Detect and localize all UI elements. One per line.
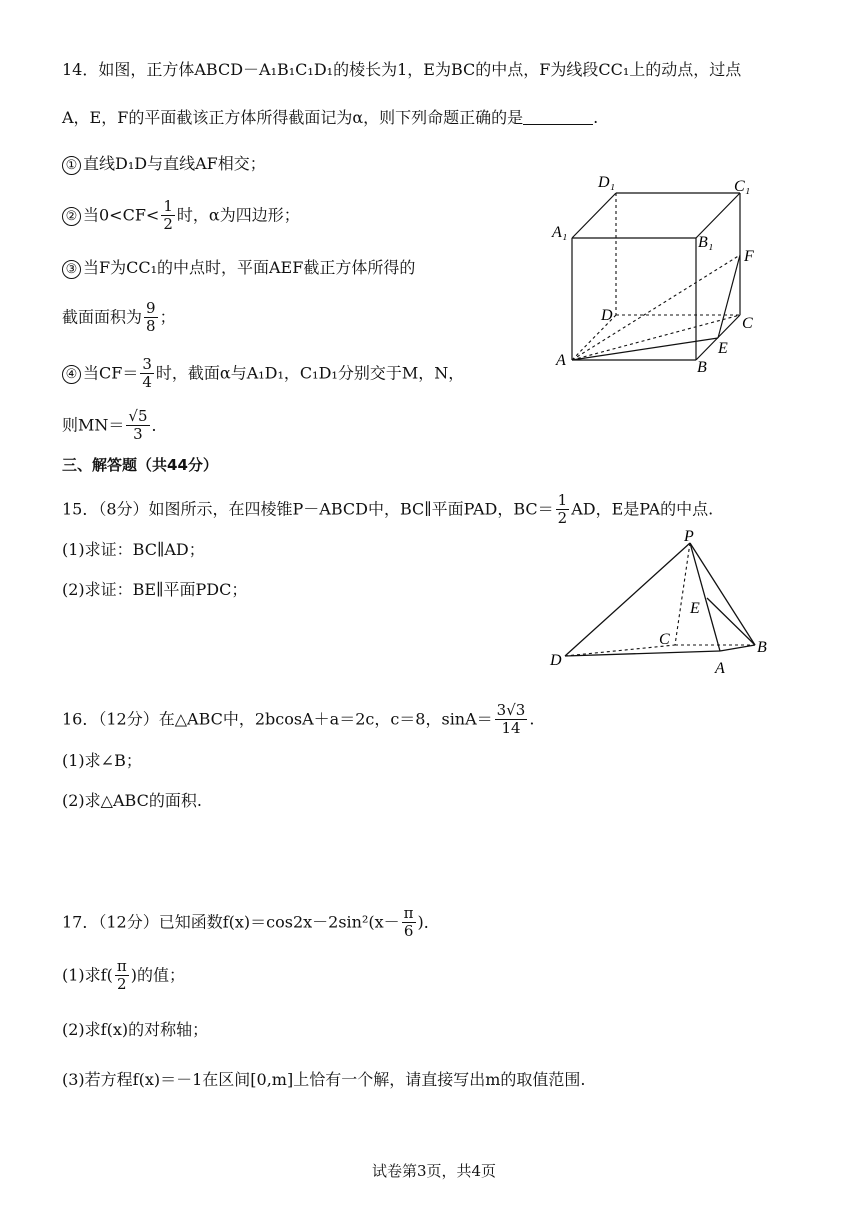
statement-3b-post: ； xyxy=(159,307,176,327)
label-D1: D₁ xyxy=(598,174,616,191)
q14-statement-3 xyxy=(62,260,415,279)
q17-part-1 xyxy=(62,958,185,994)
fraction-den: 3 xyxy=(133,425,143,444)
label-C: C xyxy=(659,631,670,648)
q16-heading xyxy=(62,702,534,738)
label-D: D xyxy=(601,307,613,324)
circled-number-3: ③ xyxy=(62,260,81,279)
q15-head-post: AD，E是PA的中点. xyxy=(571,499,714,519)
fraction xyxy=(402,905,416,941)
cube-figure xyxy=(548,165,778,380)
label-P: P xyxy=(684,528,694,545)
fraction-num: 1 xyxy=(557,491,568,509)
section-heading: 三、解答题（共44分） xyxy=(62,456,218,474)
q15-head-pre: 15．（8分）如图所示，在四棱锥P－ABCD中，BC∥平面PAD，BC＝ xyxy=(62,499,554,519)
label-B1: B₁ xyxy=(698,234,714,251)
fraction xyxy=(144,300,158,336)
circled-number-1: ① xyxy=(62,156,81,175)
fraction-num: 3 xyxy=(142,355,152,373)
label-A: A xyxy=(556,352,566,369)
fraction-den: 6 xyxy=(403,922,414,941)
label-E: E xyxy=(718,340,728,357)
q16-part-1: (1)求∠B； xyxy=(62,751,142,770)
q16-head-post: . xyxy=(529,709,535,729)
q14-line1: 14．如图，正方体ABCD－A₁B₁C₁D₁的棱长为1，E为BC的中点，F为线段CC₁上的动点，过点 xyxy=(62,60,742,79)
q14-line2-end: . xyxy=(593,108,599,127)
statement-4-post: 时，截面α与A₁D₁，C₁D₁分别交于M，N， xyxy=(155,363,465,383)
circled-number-2: ② xyxy=(62,207,81,226)
fraction-den: 2 xyxy=(557,509,568,528)
label-D: D xyxy=(550,652,562,669)
label-C: C xyxy=(742,315,753,332)
statement-4b-post: ． xyxy=(151,415,168,435)
fraction xyxy=(495,702,528,738)
statement-4b-pre: 则MN＝ xyxy=(62,415,125,435)
fraction-den: 8 xyxy=(146,317,156,336)
q17-head-post: )． xyxy=(417,912,440,932)
q17-head-pre: 17．（12分）已知函数f(x)＝cos2x－2sin²(x－ xyxy=(62,912,400,932)
q14-statement-3b xyxy=(62,300,176,336)
fraction-num: π xyxy=(403,904,414,922)
label-B: B xyxy=(757,639,767,656)
fraction-num: √5 xyxy=(128,407,148,425)
statement-2-post: 时，α为四边形； xyxy=(176,205,300,225)
q17-p1-pre: (1)求f( xyxy=(62,965,113,985)
label-B: B xyxy=(697,359,707,376)
circled-number-4: ④ xyxy=(62,365,81,384)
q14-statement-1 xyxy=(62,156,266,175)
fraction-num: π xyxy=(116,957,127,975)
fraction xyxy=(140,356,154,392)
q15-part-1: (1)求证：BC∥AD； xyxy=(62,540,205,559)
q16-part-2: (2)求△ABC的面积. xyxy=(62,791,202,810)
q17-heading xyxy=(62,905,440,941)
statement-2-pre: 当0<CF< xyxy=(83,205,160,225)
label-F: F xyxy=(744,248,754,265)
label-E: E xyxy=(690,600,700,617)
fraction-num: 3√3 xyxy=(496,701,526,719)
answer-blank xyxy=(523,124,593,125)
q17-p1-post: )的值； xyxy=(130,965,185,985)
fraction xyxy=(115,958,129,994)
fraction xyxy=(126,408,149,444)
label-A1: A₁ xyxy=(552,224,568,241)
label-C1: C₁ xyxy=(734,178,751,195)
fraction-den: 2 xyxy=(163,215,173,234)
page-footer: 试卷第3页，共4页 xyxy=(371,1162,497,1180)
q14-statement-4b xyxy=(62,408,168,444)
fraction-num: 9 xyxy=(146,299,156,317)
statement-3b-pre: 截面面积为 xyxy=(62,307,143,327)
q14-statement-2 xyxy=(62,198,300,234)
fraction xyxy=(161,198,175,234)
pyramid-figure xyxy=(545,525,775,680)
q17-part-2: (2)求f(x)的对称轴； xyxy=(62,1020,209,1039)
fraction-den: 14 xyxy=(501,719,521,738)
q15-part-2: (2)求证：BE∥平面PDC； xyxy=(62,580,248,599)
q15-heading xyxy=(62,492,713,528)
fraction xyxy=(556,492,570,528)
q14-line2-text: A，E，F的平面截该正方体所得截面记为α，则下列命题正确的是 xyxy=(62,108,524,127)
q16-head-pre: 16．（12分）在△ABC中，2bcosA＋a＝2c，c＝8，sinA＝ xyxy=(62,709,493,729)
fraction-num: 1 xyxy=(163,197,173,215)
q14-statement-4 xyxy=(62,356,464,392)
fraction-den: 2 xyxy=(117,975,127,994)
statement-4-pre: 当CF＝ xyxy=(83,363,139,383)
fraction-den: 4 xyxy=(142,373,152,392)
label-A: A xyxy=(715,660,725,677)
statement-3-text: 当F为CC₁的中点时，平面AEF截正方体所得的 xyxy=(83,258,416,277)
statement-1-text: 直线D₁D与直线AF相交； xyxy=(83,154,266,173)
q17-part-3: (3)若方程f(x)＝－1在区间[0,m]上恰有一个解，请直接写出m的取值范围. xyxy=(62,1070,586,1089)
q14-line2 xyxy=(62,110,598,126)
